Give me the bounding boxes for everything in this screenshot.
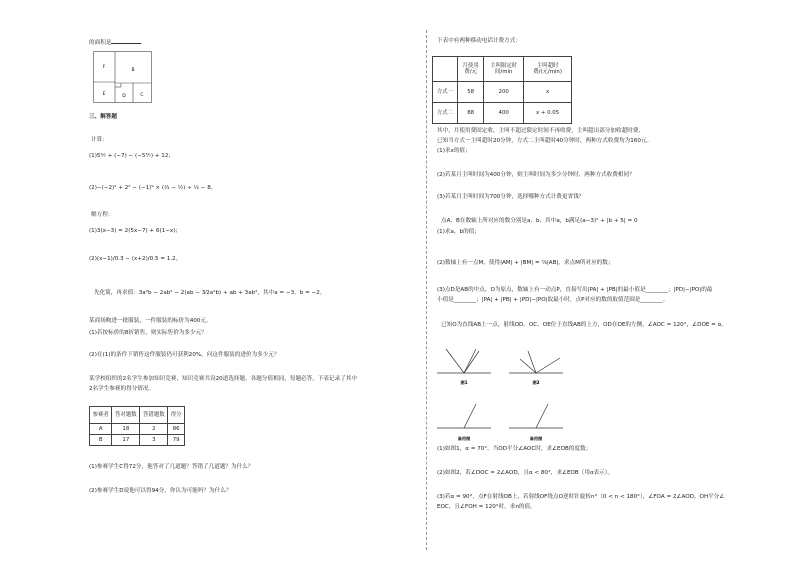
plan-intro: 下表中有两种移动电话计费方式： xyxy=(437,38,521,44)
angle-intro: 已知O为直线AB上一点，射线OD、OC、OE位于直线AB的上方，OD在OE的左侧，∠AOC = 120°，∠DOE = α。 xyxy=(441,322,727,328)
score-table-header xyxy=(90,407,185,424)
contest-line-2: 2名学生参赛的得分情况。 xyxy=(89,386,155,392)
square-label-c: C xyxy=(140,93,144,98)
section3-title: 三、解答题 xyxy=(89,114,117,120)
score-cell: A xyxy=(90,424,112,435)
spare-figure-2 xyxy=(508,392,568,442)
contest-q2: (2)参赛学生D说他可以得94分，你认为可能吗？为什么？ xyxy=(89,488,232,494)
plan-table-row xyxy=(433,103,572,124)
spare1-caption: 备用图 xyxy=(457,436,471,441)
angle-figure-2 xyxy=(508,340,568,390)
angle-q1: (1)如图1，α = 70°，当OD平分∠AOC时，求∠EOB的度数； xyxy=(437,446,592,452)
shop-q1: (1)若按标价的8折销售，则实际售价为多少元？ xyxy=(89,330,207,336)
square-label-d: D xyxy=(122,94,126,99)
angle-q2: (2)如图2，若∠DOC = 2∠AOD，且α < 80°，求∠EOB（用α表示）。 xyxy=(437,470,614,476)
score-table xyxy=(89,406,185,446)
number-line-intro: 点A，B在数轴上所对应的数分别是a，b，其中a，b满足(a−3)² + |b + 5| = 0 xyxy=(441,218,638,224)
spare-figure-1 xyxy=(436,392,496,442)
score-cell: 3 xyxy=(140,435,168,446)
score-cell: 2 xyxy=(140,424,168,435)
contest-line-1: 某学校组织的2名学生参加知识竞赛，知识竞赛共设20道选择题，各题分值相同，每题必答，下表记录了其中 xyxy=(89,376,357,382)
solve-title: 解方程： xyxy=(91,212,114,218)
score-table-row xyxy=(90,424,185,435)
nl-q3-line-2: 小值是________；|PA| + |PB| + |PD|−|PO|取最小时，点P对应的数的取值范围是________。 xyxy=(437,297,669,303)
simplify-question: 先化简，再求值：3a²b − 2ab² − 2(ab − 3⁄2a²b) + ab + 3ab²，其中a = −3，b = −2。 xyxy=(94,290,326,296)
square-label-b: B xyxy=(131,68,135,73)
plan-cell: 200 xyxy=(484,82,524,103)
score-cell: 18 xyxy=(112,424,140,435)
score-header: 参赛者 xyxy=(90,407,112,424)
plan-cell: 88 xyxy=(458,103,484,124)
angle-q3-line-2: EOC，且∠FOH = 120°时，求n的值。 xyxy=(437,504,536,510)
score-cell: B xyxy=(90,435,112,446)
plan-q1: (1)求x的值； xyxy=(437,148,471,154)
plan-header: 主叫超时费/(元/min) xyxy=(524,57,572,82)
score-cell: 79 xyxy=(168,435,185,446)
area-prompt-text: 的面积是 xyxy=(89,40,112,46)
column-divider xyxy=(426,30,427,550)
area-blank xyxy=(111,38,141,44)
plan-note-2: 已知当方式一主叫超时20分钟，方式二主叫超时40分钟时，两种方式收费均为160元。 xyxy=(437,138,653,144)
calc-title: 计算： xyxy=(91,137,108,143)
squares-figure xyxy=(93,51,153,103)
score-header: 答对题数 xyxy=(112,407,140,424)
fig1-caption: 图1 xyxy=(460,380,468,385)
calc-1: (1)5⁴⁄₇ + (−7) − (−5³⁄₇) + 12； xyxy=(89,153,174,159)
nl-q1: (1)求a，b的值； xyxy=(437,229,480,235)
plan-cell: 58 xyxy=(458,82,484,103)
angle-q3-line-1: (3)若α = 90°，点F在射线OB上，若射线OF绕点O逆时针旋转n°（0 < n < 180°），∠FOA = 2∠AOD，OH平分∠ xyxy=(437,494,725,500)
shop-intro: 某商场购进一批服装，一件服装的标价为400元。 xyxy=(89,318,212,324)
score-header: 得分 xyxy=(168,407,185,424)
plan-q3: (3)若某月主叫时间为700分钟，选择哪种方式计费更省钱？ xyxy=(437,194,585,200)
score-cell: 86 xyxy=(168,424,185,435)
area-prompt xyxy=(89,38,141,47)
plan-cell: 400 xyxy=(484,103,524,124)
square-label-e: E xyxy=(102,92,106,97)
angle-figure-1 xyxy=(436,340,496,390)
contest-q1: (1)参赛学生C得72分，他答对了几道题？答错了几道题？为什么？ xyxy=(89,464,254,470)
nl-q2: (2)数轴上有一点M，使得|AM| + |BM| = ⅞|AB|，求点M所对应的数； xyxy=(437,260,614,266)
plan-table-row xyxy=(433,82,572,103)
score-header: 答错题数 xyxy=(140,407,168,424)
plan-table-header xyxy=(433,57,572,82)
calc-2: (2)−(−2)² + 2² − (−1)⁹ × (⅓ − ½) ÷ ⅙ − 8。 xyxy=(89,185,217,191)
plan-cell: 方式二 xyxy=(433,103,458,124)
plan-cell: x + 0.05 xyxy=(524,103,572,124)
plan-header: 月使用费/元 xyxy=(458,57,484,82)
score-cell: 17 xyxy=(112,435,140,446)
solve-1: (1)3(x−3) = 2(5x−7) + 6(1−x)； xyxy=(89,228,182,234)
plan-header: 主叫限定时间/min xyxy=(484,57,524,82)
plan-note-1: 其中，月使用费固定收，主叫不超过限定时间不再收费，主叫超出部分加收超时费， xyxy=(437,128,644,134)
nl-q3-line-1: (3)点D是AB的中点，O为原点，数轴上有一动点P，直接写出|PA| + |PB|的最小值是________；|PD|−|PO|的最 xyxy=(437,287,713,293)
plan-q2: (2)若某月主叫时间为400分钟，则主叫时间为多少分钟时，两种方式收费相同？ xyxy=(437,172,635,178)
plan-cell: x xyxy=(524,82,572,103)
shop-q2: (2)在(1)的条件下销售这件服装仍可获利20%，问这件服装的进价为多少元？ xyxy=(89,352,280,358)
fig2-caption: 图2 xyxy=(532,380,540,385)
square-label-f: F xyxy=(102,65,106,70)
spare2-caption: 备用图 xyxy=(529,436,543,441)
plan-header xyxy=(433,57,458,82)
score-table-row xyxy=(90,435,185,446)
plan-cell: 方式一 xyxy=(433,82,458,103)
solve-2: (2)(x−1)/0.3 − (x+2)/0.5 = 1.2。 xyxy=(89,256,182,262)
plan-table xyxy=(432,56,572,124)
